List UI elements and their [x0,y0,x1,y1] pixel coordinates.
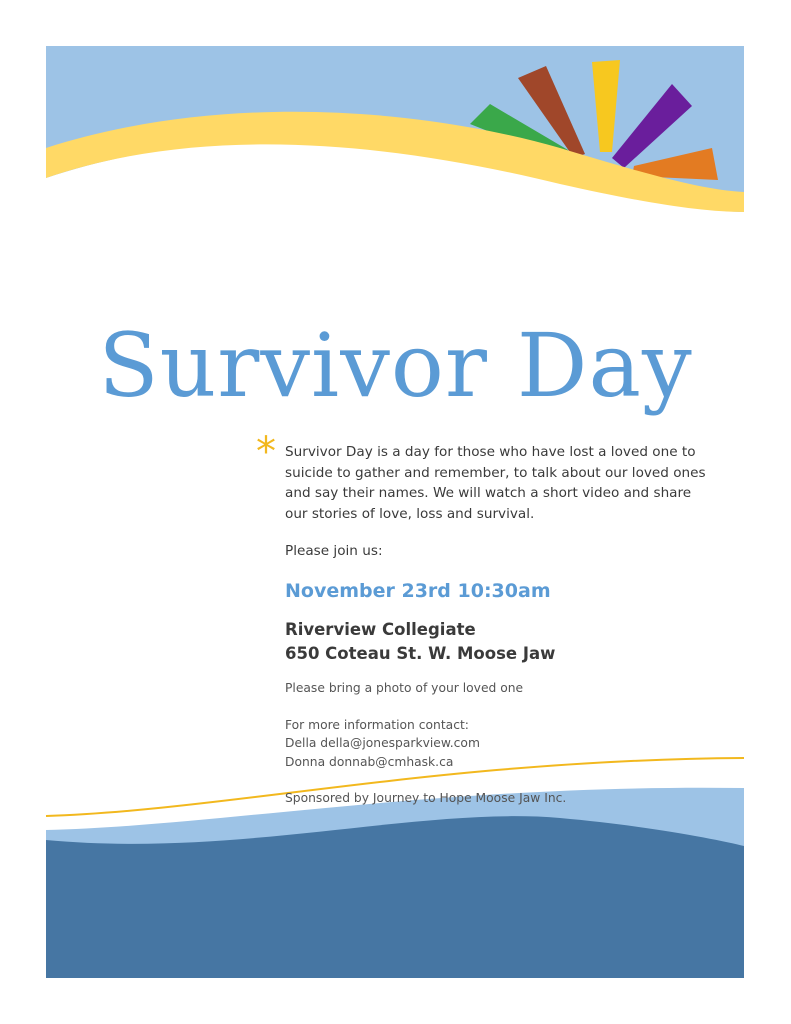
join-text: Please join us: [285,543,383,559]
contact-donna: Donna donnab@cmhask.ca [285,754,454,769]
page-title: Survivor Day [98,314,693,417]
intro-paragraph: Survivor Day is a day for those who have lost a loved one to suicide to gather and remember, to talk about our loved ones and say their names. We will watch a short video and share our stories of love, loss and survival. [285,444,706,522]
bring-photo-note: Please bring a photo of your loved one [285,681,524,695]
event-date: November 23rd 10:30am [285,580,551,602]
event-details [285,442,715,808]
venue-address: 650 Coteau St. W. Moose Jaw [285,644,556,663]
contact-della: Della della@jonesparkview.com [285,736,480,750]
asterisk-bullet-icon: * [256,429,276,475]
contact-heading: For more information contact: [285,717,469,732]
sponsor-line: Sponsored by Journey to Hope Moose Jaw Inc. [285,791,567,805]
venue-name: Riverview Collegiate [285,620,476,639]
contact-info [285,716,715,772]
venue [285,618,715,666]
